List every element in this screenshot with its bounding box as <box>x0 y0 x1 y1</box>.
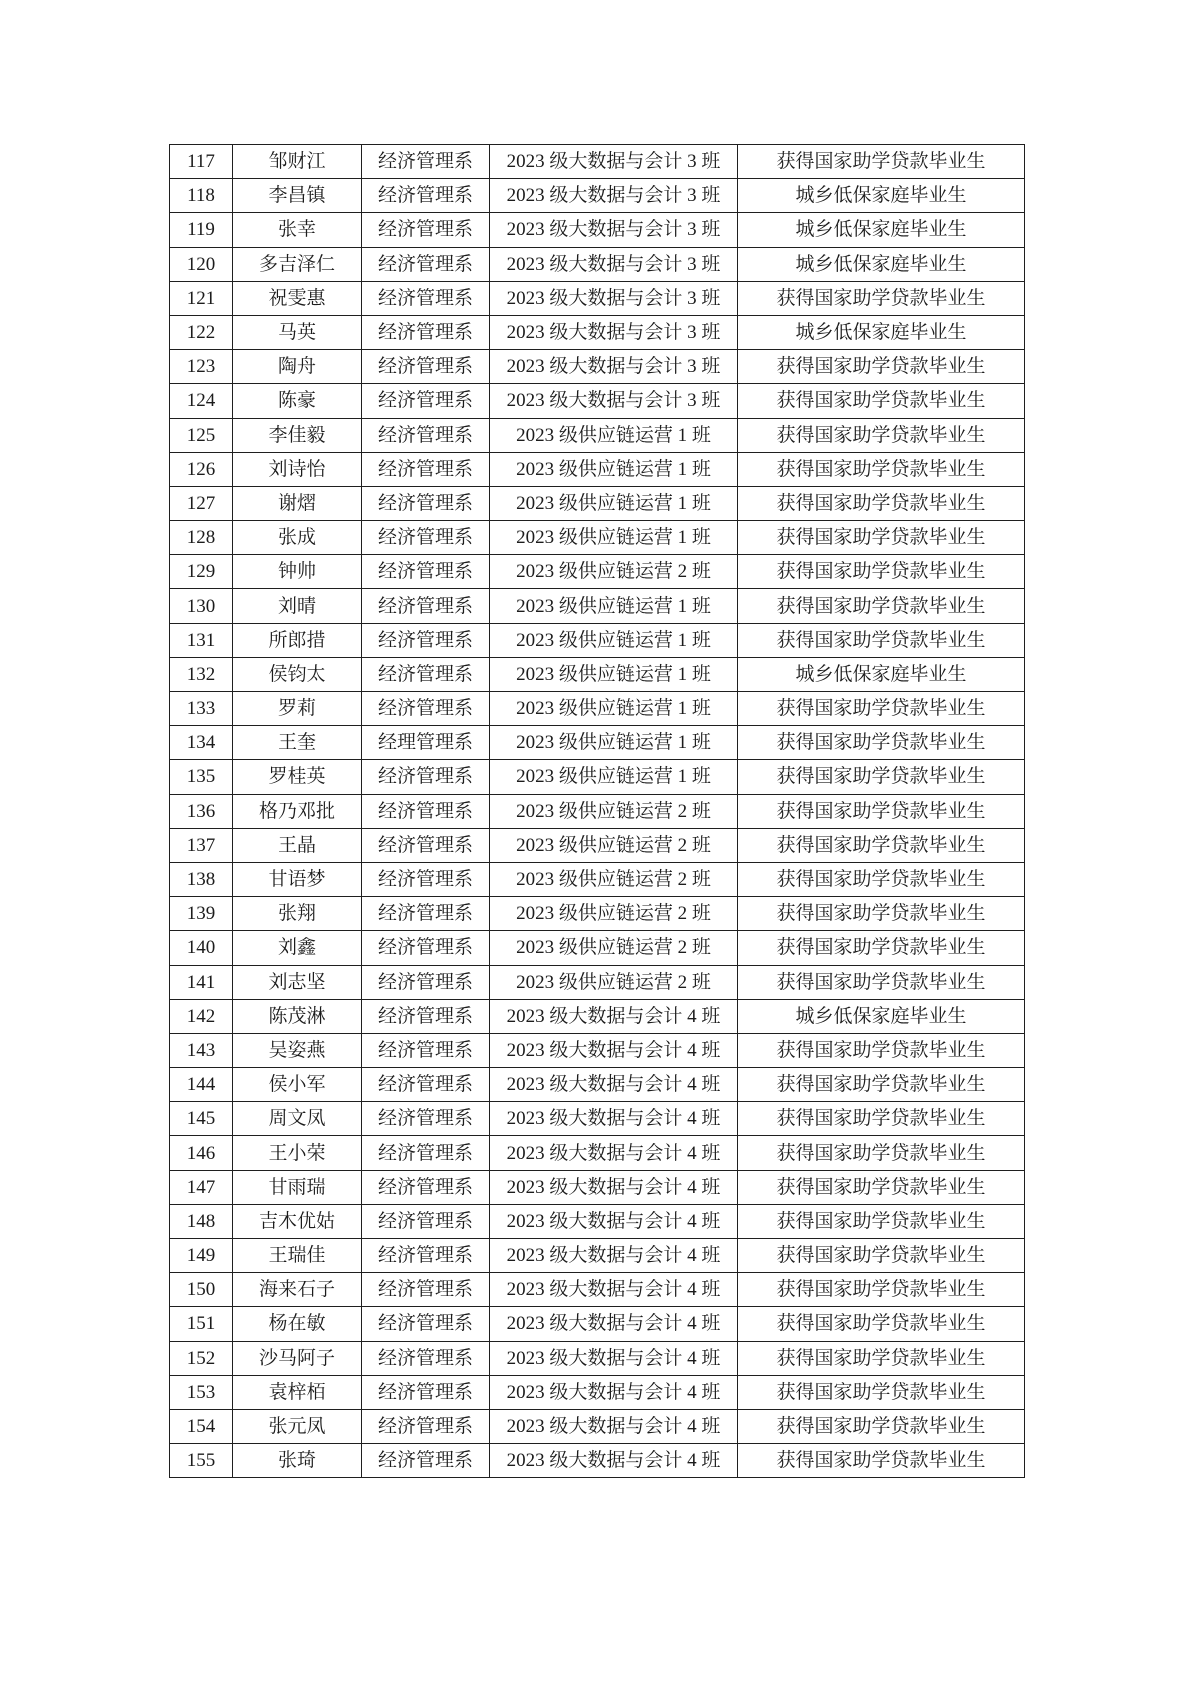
cell-name: 沙马阿子 <box>233 1341 362 1375</box>
table-row <box>170 1204 1025 1238</box>
cell-serial-number: 145 <box>170 1102 233 1136</box>
cell-category: 获得国家助学贷款毕业生 <box>738 1136 1025 1170</box>
cell-class-name: 2023 级供应链运营 1 班 <box>490 452 738 486</box>
table-row <box>170 657 1025 691</box>
table-row <box>170 692 1025 726</box>
cell-category: 获得国家助学贷款毕业生 <box>738 1204 1025 1238</box>
table-row <box>170 384 1025 418</box>
table-row <box>170 213 1025 247</box>
cell-category: 获得国家助学贷款毕业生 <box>738 486 1025 520</box>
cell-department: 经济管理系 <box>362 247 490 281</box>
cell-name: 马英 <box>233 315 362 349</box>
cell-department: 经济管理系 <box>362 897 490 931</box>
cell-serial-number: 131 <box>170 623 233 657</box>
cell-name: 陈茂淋 <box>233 999 362 1033</box>
cell-serial-number: 155 <box>170 1444 233 1478</box>
cell-department: 经济管理系 <box>362 418 490 452</box>
cell-name: 罗桂英 <box>233 760 362 794</box>
cell-serial-number: 122 <box>170 315 233 349</box>
cell-serial-number: 119 <box>170 213 233 247</box>
cell-name: 王晶 <box>233 828 362 862</box>
cell-name: 王瑞佳 <box>233 1239 362 1273</box>
cell-class-name: 2023 级供应链运营 1 班 <box>490 726 738 760</box>
table-body <box>170 145 1025 1478</box>
cell-department: 经济管理系 <box>362 281 490 315</box>
cell-category: 城乡低保家庭毕业生 <box>738 657 1025 691</box>
table-row <box>170 999 1025 1033</box>
cell-serial-number: 150 <box>170 1273 233 1307</box>
student-aid-table <box>169 144 1025 1478</box>
cell-category: 获得国家助学贷款毕业生 <box>738 452 1025 486</box>
cell-department: 经济管理系 <box>362 1204 490 1238</box>
cell-name: 刘诗怡 <box>233 452 362 486</box>
cell-serial-number: 147 <box>170 1170 233 1204</box>
table-row <box>170 452 1025 486</box>
cell-name: 周文凤 <box>233 1102 362 1136</box>
cell-name: 刘鑫 <box>233 931 362 965</box>
cell-department: 经济管理系 <box>362 1444 490 1478</box>
cell-department: 经济管理系 <box>362 1273 490 1307</box>
cell-name: 李佳毅 <box>233 418 362 452</box>
cell-category: 获得国家助学贷款毕业生 <box>738 589 1025 623</box>
cell-class-name: 2023 级供应链运营 2 班 <box>490 931 738 965</box>
table-row <box>170 179 1025 213</box>
cell-department: 经济管理系 <box>362 555 490 589</box>
table-row <box>170 862 1025 896</box>
cell-category: 获得国家助学贷款毕业生 <box>738 965 1025 999</box>
cell-serial-number: 151 <box>170 1307 233 1341</box>
cell-class-name: 2023 级供应链运营 2 班 <box>490 965 738 999</box>
cell-serial-number: 128 <box>170 521 233 555</box>
cell-name: 邹财江 <box>233 145 362 179</box>
cell-serial-number: 124 <box>170 384 233 418</box>
cell-serial-number: 153 <box>170 1375 233 1409</box>
cell-class-name: 2023 级大数据与会计 4 班 <box>490 1307 738 1341</box>
cell-serial-number: 149 <box>170 1239 233 1273</box>
table-row <box>170 726 1025 760</box>
cell-name: 张成 <box>233 521 362 555</box>
cell-class-name: 2023 级供应链运营 2 班 <box>490 897 738 931</box>
cell-serial-number: 138 <box>170 862 233 896</box>
cell-serial-number: 133 <box>170 692 233 726</box>
cell-category: 获得国家助学贷款毕业生 <box>738 350 1025 384</box>
cell-class-name: 2023 级大数据与会计 4 班 <box>490 1341 738 1375</box>
table-row <box>170 760 1025 794</box>
cell-name: 张琦 <box>233 1444 362 1478</box>
cell-name: 钟帅 <box>233 555 362 589</box>
cell-name: 陶舟 <box>233 350 362 384</box>
cell-class-name: 2023 级供应链运营 1 班 <box>490 486 738 520</box>
table-row <box>170 1273 1025 1307</box>
cell-department: 经济管理系 <box>362 1239 490 1273</box>
cell-class-name: 2023 级大数据与会计 3 班 <box>490 213 738 247</box>
cell-name: 祝雯惠 <box>233 281 362 315</box>
cell-category: 获得国家助学贷款毕业生 <box>738 1068 1025 1102</box>
cell-class-name: 2023 级大数据与会计 3 班 <box>490 247 738 281</box>
cell-category: 获得国家助学贷款毕业生 <box>738 1239 1025 1273</box>
cell-category: 获得国家助学贷款毕业生 <box>738 1375 1025 1409</box>
table-row <box>170 931 1025 965</box>
cell-category: 获得国家助学贷款毕业生 <box>738 760 1025 794</box>
cell-class-name: 2023 级大数据与会计 4 班 <box>490 1204 738 1238</box>
cell-class-name: 2023 级供应链运营 1 班 <box>490 589 738 623</box>
cell-category: 获得国家助学贷款毕业生 <box>738 1170 1025 1204</box>
cell-category: 获得国家助学贷款毕业生 <box>738 726 1025 760</box>
cell-category: 获得国家助学贷款毕业生 <box>738 1307 1025 1341</box>
cell-department: 经济管理系 <box>362 1136 490 1170</box>
cell-class-name: 2023 级大数据与会计 4 班 <box>490 1170 738 1204</box>
cell-category: 获得国家助学贷款毕业生 <box>738 862 1025 896</box>
cell-category: 获得国家助学贷款毕业生 <box>738 555 1025 589</box>
cell-name: 王小荣 <box>233 1136 362 1170</box>
cell-category: 获得国家助学贷款毕业生 <box>738 521 1025 555</box>
cell-category: 获得国家助学贷款毕业生 <box>738 1033 1025 1067</box>
cell-category: 获得国家助学贷款毕业生 <box>738 1409 1025 1443</box>
cell-department: 经济管理系 <box>362 145 490 179</box>
cell-department: 经济管理系 <box>362 692 490 726</box>
cell-department: 经理管理系 <box>362 726 490 760</box>
cell-name: 王奎 <box>233 726 362 760</box>
table-row <box>170 1307 1025 1341</box>
cell-serial-number: 136 <box>170 794 233 828</box>
cell-serial-number: 141 <box>170 965 233 999</box>
table-row <box>170 1375 1025 1409</box>
cell-name: 侯小军 <box>233 1068 362 1102</box>
cell-serial-number: 129 <box>170 555 233 589</box>
cell-category: 获得国家助学贷款毕业生 <box>738 1444 1025 1478</box>
cell-name: 吴姿燕 <box>233 1033 362 1067</box>
cell-name: 甘语梦 <box>233 862 362 896</box>
table-row <box>170 1068 1025 1102</box>
cell-name: 甘雨瑞 <box>233 1170 362 1204</box>
cell-serial-number: 139 <box>170 897 233 931</box>
cell-category: 获得国家助学贷款毕业生 <box>738 897 1025 931</box>
cell-class-name: 2023 级供应链运营 1 班 <box>490 760 738 794</box>
cell-department: 经济管理系 <box>362 179 490 213</box>
cell-class-name: 2023 级供应链运营 2 班 <box>490 794 738 828</box>
cell-category: 获得国家助学贷款毕业生 <box>738 384 1025 418</box>
cell-serial-number: 126 <box>170 452 233 486</box>
cell-name: 罗莉 <box>233 692 362 726</box>
cell-name: 侯钧太 <box>233 657 362 691</box>
cell-category: 获得国家助学贷款毕业生 <box>738 692 1025 726</box>
table-row <box>170 1409 1025 1443</box>
table-row <box>170 1136 1025 1170</box>
cell-name: 李昌镇 <box>233 179 362 213</box>
cell-serial-number: 130 <box>170 589 233 623</box>
cell-category: 城乡低保家庭毕业生 <box>738 247 1025 281</box>
table-row <box>170 281 1025 315</box>
cell-class-name: 2023 级供应链运营 2 班 <box>490 555 738 589</box>
cell-serial-number: 118 <box>170 179 233 213</box>
cell-class-name: 2023 级大数据与会计 4 班 <box>490 1136 738 1170</box>
cell-serial-number: 121 <box>170 281 233 315</box>
cell-department: 经济管理系 <box>362 213 490 247</box>
table-row <box>170 794 1025 828</box>
table-row <box>170 350 1025 384</box>
cell-serial-number: 127 <box>170 486 233 520</box>
table-row <box>170 623 1025 657</box>
cell-name: 张幸 <box>233 213 362 247</box>
table-row <box>170 1033 1025 1067</box>
table-row <box>170 828 1025 862</box>
cell-name: 张元凤 <box>233 1409 362 1443</box>
cell-serial-number: 117 <box>170 145 233 179</box>
cell-serial-number: 135 <box>170 760 233 794</box>
cell-serial-number: 120 <box>170 247 233 281</box>
cell-class-name: 2023 级供应链运营 1 班 <box>490 521 738 555</box>
cell-name: 所郎措 <box>233 623 362 657</box>
cell-name: 格乃邓批 <box>233 794 362 828</box>
cell-class-name: 2023 级大数据与会计 4 班 <box>490 1068 738 1102</box>
table-row <box>170 1170 1025 1204</box>
cell-class-name: 2023 级大数据与会计 4 班 <box>490 1102 738 1136</box>
cell-category: 获得国家助学贷款毕业生 <box>738 281 1025 315</box>
cell-name: 袁梓栢 <box>233 1375 362 1409</box>
cell-department: 经济管理系 <box>362 350 490 384</box>
cell-serial-number: 137 <box>170 828 233 862</box>
cell-class-name: 2023 级大数据与会计 3 班 <box>490 145 738 179</box>
table-row <box>170 1239 1025 1273</box>
cell-class-name: 2023 级大数据与会计 3 班 <box>490 281 738 315</box>
cell-class-name: 2023 级大数据与会计 4 班 <box>490 1033 738 1067</box>
cell-category: 获得国家助学贷款毕业生 <box>738 418 1025 452</box>
cell-category: 城乡低保家庭毕业生 <box>738 315 1025 349</box>
cell-serial-number: 154 <box>170 1409 233 1443</box>
cell-department: 经济管理系 <box>362 521 490 555</box>
cell-serial-number: 125 <box>170 418 233 452</box>
table-row <box>170 486 1025 520</box>
table-row <box>170 1102 1025 1136</box>
cell-category: 城乡低保家庭毕业生 <box>738 999 1025 1033</box>
cell-department: 经济管理系 <box>362 999 490 1033</box>
cell-class-name: 2023 级供应链运营 1 班 <box>490 657 738 691</box>
cell-category: 获得国家助学贷款毕业生 <box>738 145 1025 179</box>
cell-department: 经济管理系 <box>362 1068 490 1102</box>
cell-department: 经济管理系 <box>362 384 490 418</box>
cell-category: 获得国家助学贷款毕业生 <box>738 1273 1025 1307</box>
cell-name: 海来石子 <box>233 1273 362 1307</box>
cell-serial-number: 143 <box>170 1033 233 1067</box>
cell-category: 获得国家助学贷款毕业生 <box>738 931 1025 965</box>
cell-serial-number: 123 <box>170 350 233 384</box>
cell-department: 经济管理系 <box>362 1170 490 1204</box>
table-row <box>170 418 1025 452</box>
cell-class-name: 2023 级大数据与会计 4 班 <box>490 1273 738 1307</box>
cell-serial-number: 132 <box>170 657 233 691</box>
cell-serial-number: 142 <box>170 999 233 1033</box>
cell-department: 经济管理系 <box>362 623 490 657</box>
cell-category: 城乡低保家庭毕业生 <box>738 179 1025 213</box>
cell-department: 经济管理系 <box>362 828 490 862</box>
cell-class-name: 2023 级大数据与会计 3 班 <box>490 179 738 213</box>
cell-class-name: 2023 级供应链运营 1 班 <box>490 692 738 726</box>
cell-serial-number: 134 <box>170 726 233 760</box>
cell-department: 经济管理系 <box>362 657 490 691</box>
cell-department: 经济管理系 <box>362 965 490 999</box>
cell-department: 经济管理系 <box>362 1102 490 1136</box>
cell-class-name: 2023 级大数据与会计 3 班 <box>490 384 738 418</box>
cell-name: 张翔 <box>233 897 362 931</box>
cell-department: 经济管理系 <box>362 589 490 623</box>
table-row <box>170 145 1025 179</box>
table-row <box>170 1444 1025 1478</box>
cell-department: 经济管理系 <box>362 486 490 520</box>
cell-class-name: 2023 级大数据与会计 3 班 <box>490 350 738 384</box>
cell-class-name: 2023 级大数据与会计 4 班 <box>490 1409 738 1443</box>
cell-category: 获得国家助学贷款毕业生 <box>738 794 1025 828</box>
cell-name: 刘晴 <box>233 589 362 623</box>
cell-department: 经济管理系 <box>362 931 490 965</box>
cell-serial-number: 152 <box>170 1341 233 1375</box>
table-row <box>170 897 1025 931</box>
cell-department: 经济管理系 <box>362 1341 490 1375</box>
table-row <box>170 965 1025 999</box>
cell-department: 经济管理系 <box>362 862 490 896</box>
cell-department: 经济管理系 <box>362 1375 490 1409</box>
cell-serial-number: 144 <box>170 1068 233 1102</box>
cell-name: 多吉泽仁 <box>233 247 362 281</box>
table-row <box>170 1341 1025 1375</box>
cell-category: 获得国家助学贷款毕业生 <box>738 1341 1025 1375</box>
cell-category: 获得国家助学贷款毕业生 <box>738 1102 1025 1136</box>
table-row <box>170 589 1025 623</box>
cell-serial-number: 146 <box>170 1136 233 1170</box>
cell-class-name: 2023 级供应链运营 1 班 <box>490 623 738 657</box>
cell-department: 经济管理系 <box>362 315 490 349</box>
cell-category: 获得国家助学贷款毕业生 <box>738 623 1025 657</box>
cell-serial-number: 140 <box>170 931 233 965</box>
cell-name: 谢熠 <box>233 486 362 520</box>
cell-class-name: 2023 级大数据与会计 4 班 <box>490 1375 738 1409</box>
cell-department: 经济管理系 <box>362 760 490 794</box>
table-row <box>170 521 1025 555</box>
cell-class-name: 2023 级大数据与会计 3 班 <box>490 315 738 349</box>
cell-class-name: 2023 级供应链运营 2 班 <box>490 862 738 896</box>
cell-name: 陈豪 <box>233 384 362 418</box>
cell-department: 经济管理系 <box>362 794 490 828</box>
table-row <box>170 555 1025 589</box>
cell-class-name: 2023 级大数据与会计 4 班 <box>490 1444 738 1478</box>
cell-name: 吉木优姑 <box>233 1204 362 1238</box>
cell-department: 经济管理系 <box>362 1307 490 1341</box>
cell-class-name: 2023 级大数据与会计 4 班 <box>490 999 738 1033</box>
cell-class-name: 2023 级大数据与会计 4 班 <box>490 1239 738 1273</box>
table-row <box>170 247 1025 281</box>
cell-name: 刘志坚 <box>233 965 362 999</box>
cell-department: 经济管理系 <box>362 1033 490 1067</box>
cell-category: 获得国家助学贷款毕业生 <box>738 828 1025 862</box>
cell-category: 城乡低保家庭毕业生 <box>738 213 1025 247</box>
cell-department: 经济管理系 <box>362 452 490 486</box>
cell-class-name: 2023 级供应链运营 1 班 <box>490 418 738 452</box>
cell-name: 杨在敏 <box>233 1307 362 1341</box>
cell-class-name: 2023 级供应链运营 2 班 <box>490 828 738 862</box>
cell-serial-number: 148 <box>170 1204 233 1238</box>
cell-department: 经济管理系 <box>362 1409 490 1443</box>
table-row <box>170 315 1025 349</box>
